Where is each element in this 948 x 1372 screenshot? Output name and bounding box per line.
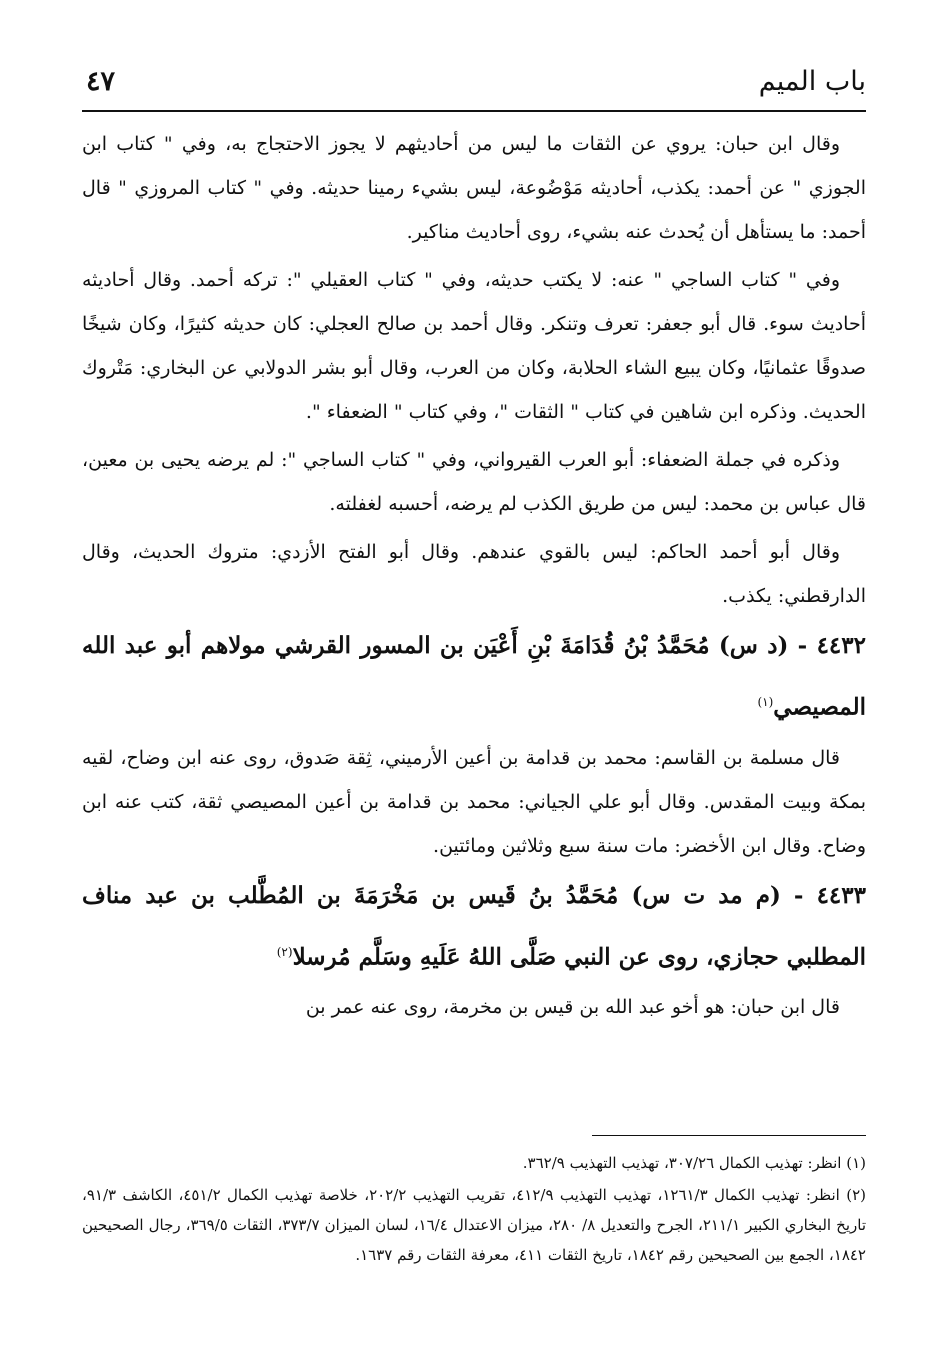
- header-divider: [82, 110, 866, 112]
- paragraph: وفي " كتاب الساجي " عنه: لا يكتب حديثه، وفي " كتاب العقيلي ": تركه أحمد. وقال أحاديثه أحاديث سوء. قال أبو جعفر: تعرف وتنكر. وقال أحمد بن صالح العجلي: كان حديثه كثيرًا، وكان شيخًا صدوقًا عثمانيًا، وكان يبيع الشاء الحلابة، وكان من العرب، وقال أبو بشر الدولابي عن البخاري: مَتْروك الحديث. وذكره ابن شاهين في كتاب " الثقات "، وفي كتاب " الضعفاء ".: [82, 269, 866, 423]
- entry-heading-text: ٤٤٣٢ - (د س) مُحَمَّدُ بْنُ قُدَامَةَ بْنِ أَعْيَن بن المسور القرشي مولاهم أبو عبد الله المصيصي: [82, 632, 866, 721]
- paragraph: قال مسلمة بن القاسم: محمد بن قدامة بن أعين الأرميني، ثِقة صَدوق، روى عنه ابن وضاح، لقيه بمكة وبيت المقدس. وقال أبو علي الجياني: محمد بن قدامة بن أعين المصيصي ثقة، كتب عنه ابن وضاح. وقال ابن الأخضر: مات سنة سبع وثلاثين ومائتين.: [82, 746, 866, 857]
- paragraph: وقال أبو أحمد الحاكم: ليس بالقوي عندهم. وقال أبو الفتح الأزدي: متروك الحديث، وقال الدارقطني: يكذب.: [82, 541, 866, 607]
- entry-heading-4432: [82, 618, 866, 736]
- paragraph: وذكره في جملة الضعفاء: أبو العرب القيرواني، وفي " كتاب الساجي ": لم يرضه يحيى بن معين، قال عباس بن محمد: ليس من طريق الكذب لم يرضه، أحسبه لغفلته.: [82, 449, 866, 515]
- entry-heading-text: ٤٤٣٣ - (م مد ت س) مُحَمَّدُ بنُ قَيس بن مَخْرَمَةَ بن المُطَّلب بن عبد مناف المطلبي حجازي، روى عن النبي صَلَّى اللهُ عَلَيهِ وسَلَّم مُرسلا: [82, 881, 866, 971]
- chapter-title: باب الميم: [758, 66, 866, 97]
- footnote-2: (٢) انظر: تهذيب الكمال ١٢٦١/٣، تهذيب التهذيب ٤١٢/٩، تقريب التهذيب ٢٠٢/٢، خلاصة تهذيب الكمال ٤٥١/٢، الكاشف ٩١/٣، تاريخ البخاري الكبير ٢١١/١، الجرح والتعديل ٨/ ٢٨٠، ميزان الاعتدال ١٦/٤، لسان الميزان ٣٧٣/٧، الثقات ٣٦٩/٥، رجال الصحيحين ١٨٤٢، الجمع بين الصحيحين رقم ١٨٤٢، تاريخ الثقات ٤١١، معرفة الثقات رقم ١٦٣٧.: [82, 1186, 866, 1264]
- footnote-ref[interactable]: (١): [757, 695, 774, 709]
- footnote-ref[interactable]: (٢): [276, 944, 293, 959]
- footnote-1: (١) انظر: تهذيب الكمال ٣٠٧/٢٦، تهذيب التهذيب ٣٦٢/٩.: [522, 1154, 866, 1172]
- main-text: [82, 122, 866, 1029]
- paragraph: قال ابن حبان: هو أخو عبد الله بن قيس بن مخرمة، روى عنه عمر بن: [305, 996, 840, 1019]
- footnote-divider: [592, 1135, 866, 1136]
- footnotes: [82, 1148, 866, 1272]
- page-header: [82, 62, 866, 108]
- paragraph: وقال ابن حبان: يروي عن الثقات ما ليس من أحاديثهم لا يجوز الاحتجاج به، وفي " كتاب ابن الجوزي " عن أحمد: يكذب، أحاديثه مَوْضُوعة، ليس بشيء رمينا حديثه. وفي " كتاب المروزي " قال أحمد: ما يستأهل أن يُحدث عنه بشيء، روى أحاديث مناكير.: [82, 133, 866, 243]
- page-number: ٤٧: [86, 66, 116, 97]
- entry-heading-4433: [82, 868, 866, 986]
